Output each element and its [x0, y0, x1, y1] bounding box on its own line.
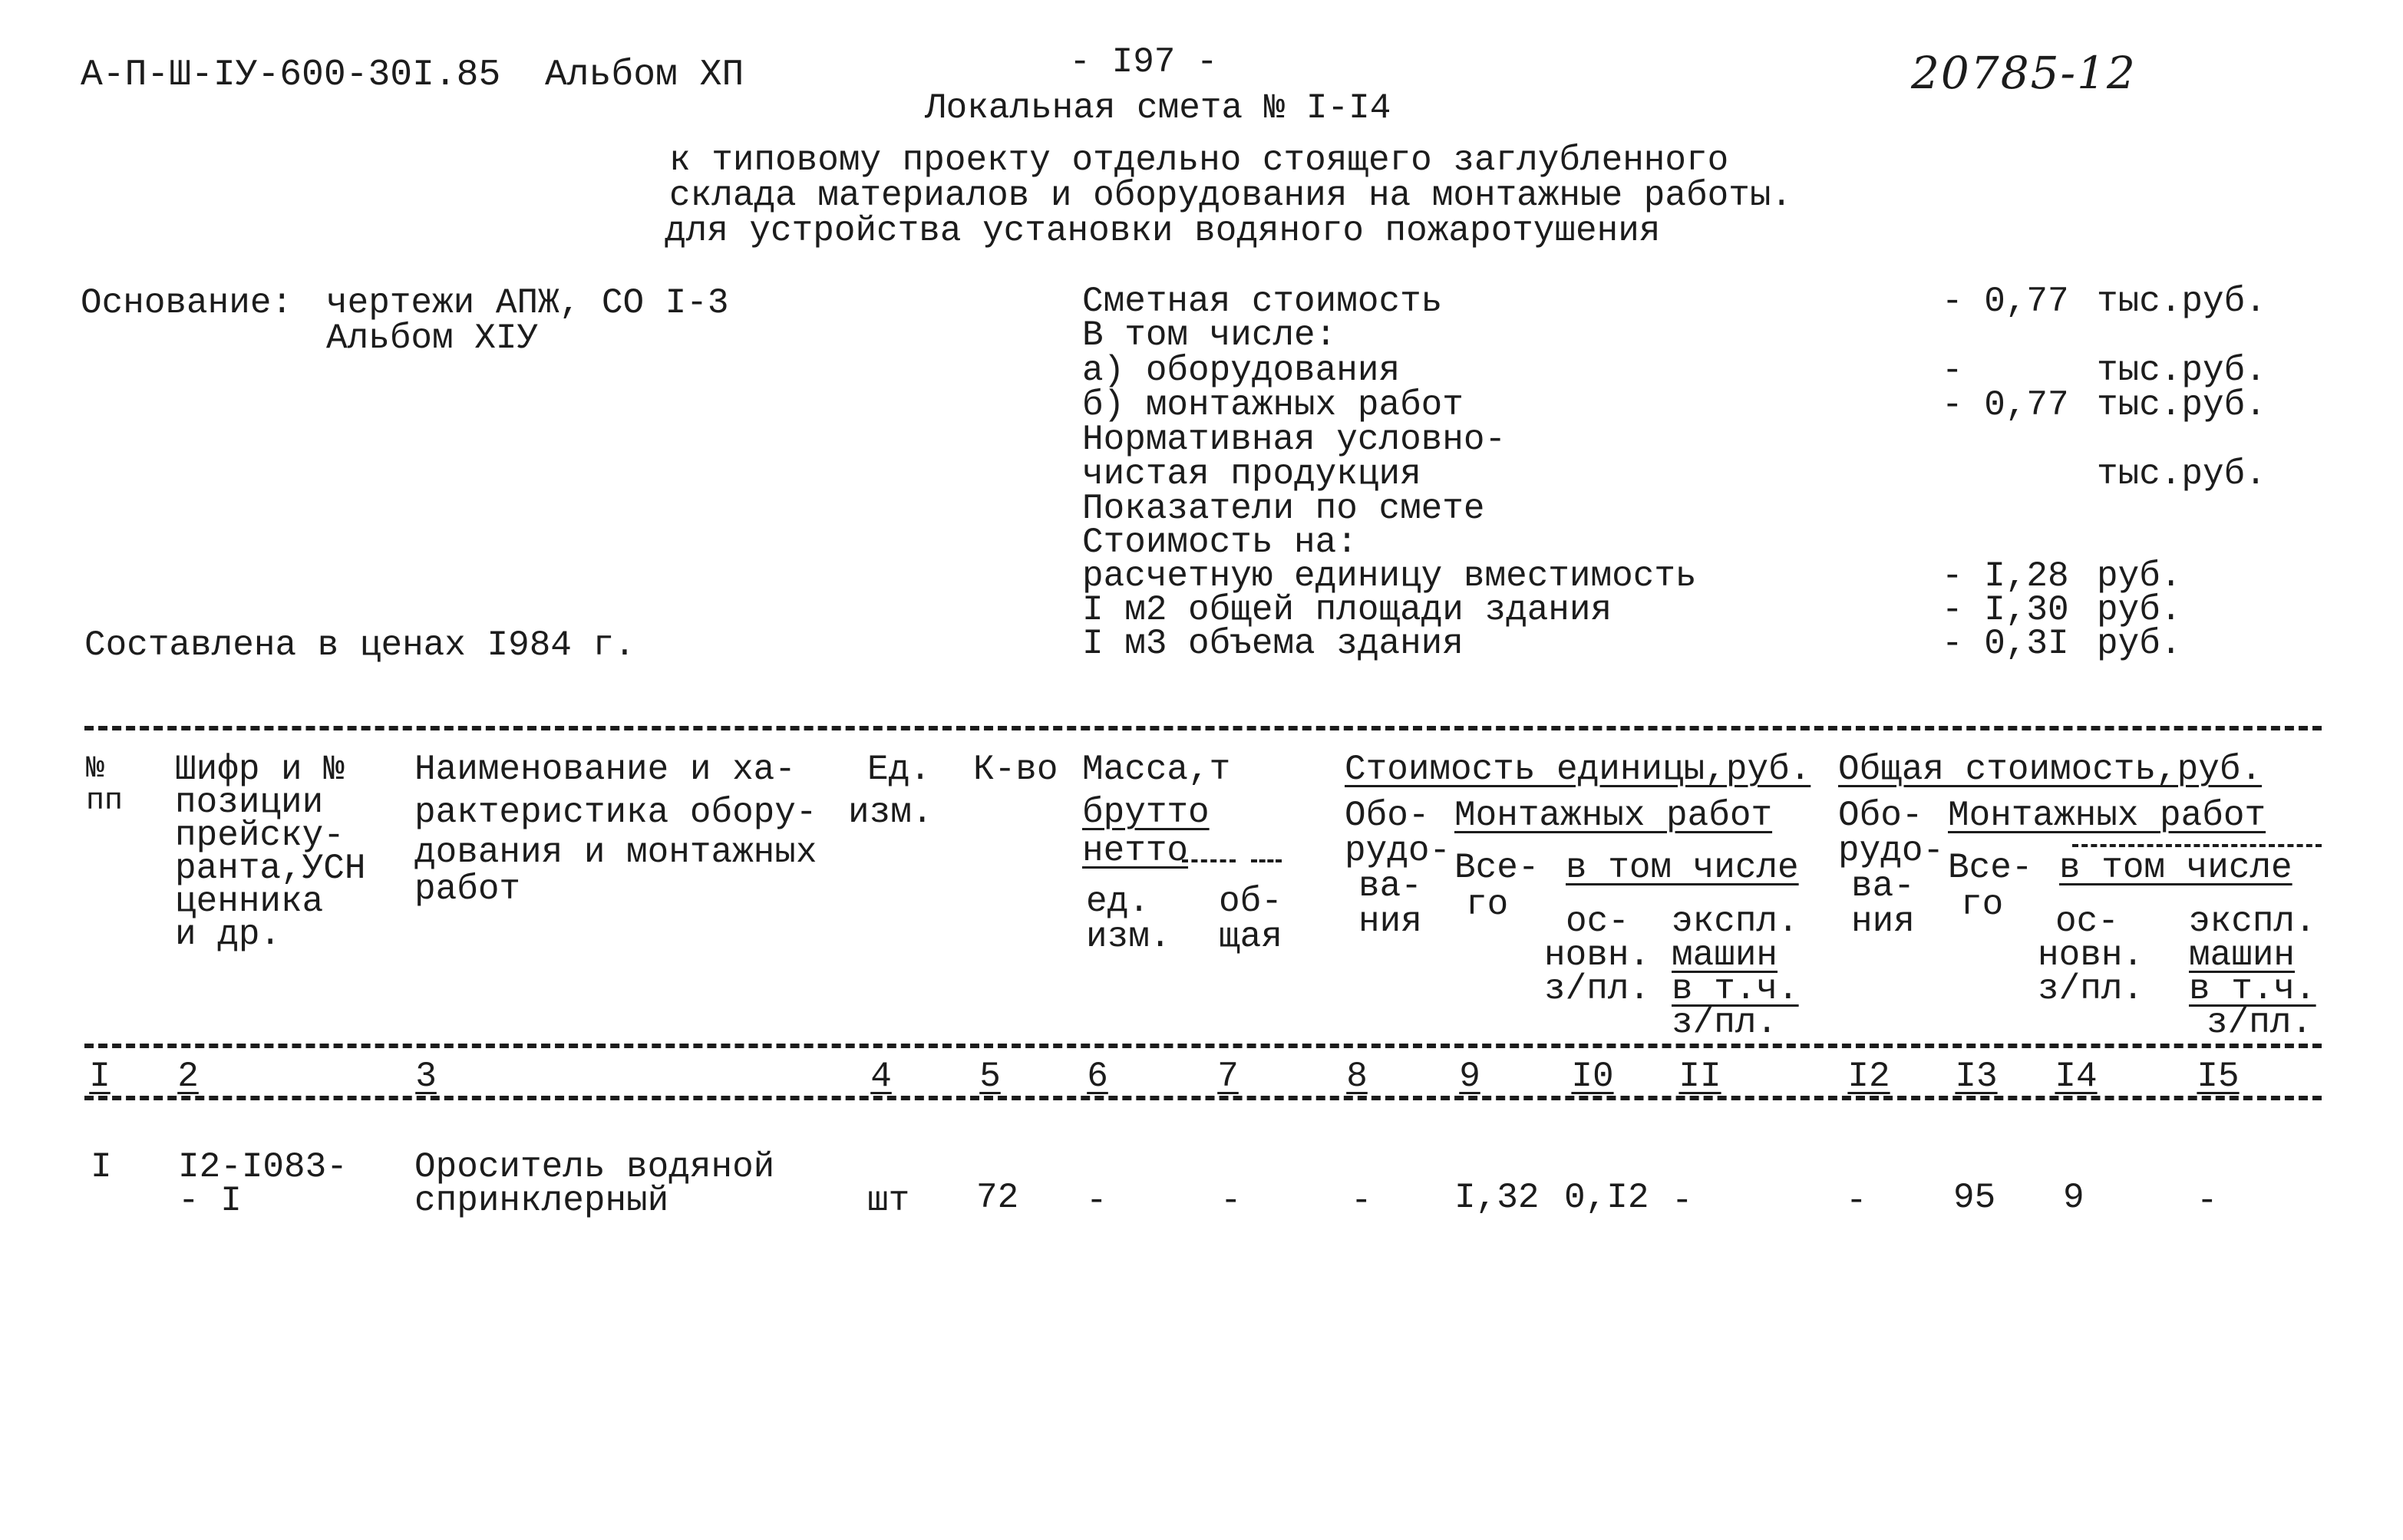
header-cipher: и др. [175, 915, 282, 955]
summary-unit: тыс.руб. [2097, 351, 2266, 391]
document-code: А-П-Ш-IУ-600-30I.85 [81, 54, 501, 96]
summary-value: - 0,77 [1942, 282, 2069, 322]
album-label: Альбом ХП [545, 54, 744, 96]
summary-value: - 0,3I [1942, 624, 2069, 664]
row-name: Ороситель водяной [414, 1147, 775, 1187]
row-basic: 0,I2 [1564, 1178, 1649, 1218]
header-machines: экспл. [2189, 902, 2316, 941]
header-mass-total: об- [1219, 882, 1282, 922]
column-number: 9 [1459, 1057, 1480, 1096]
row-total-machines: - [2197, 1181, 2218, 1221]
row-cipher: I2-I083- [178, 1147, 348, 1187]
header-unit: Ед. [867, 750, 931, 790]
header-cipher: прейску- [175, 816, 345, 856]
header-cipher: позиции [175, 783, 324, 823]
subtitle-line-1: к типовому проекту отдельно стоящего заглубленного [669, 140, 1729, 180]
summary-label: Показатели по смете [1082, 489, 1485, 529]
summary-label: I м3 объема здания [1082, 624, 1464, 664]
row-no: I [91, 1147, 112, 1187]
table-top-rule [84, 726, 2322, 730]
header-mass-unit: ед. [1086, 882, 1150, 922]
row-total-mount: 95 [1953, 1178, 1996, 1218]
header-cipher: ранта,УСН [175, 849, 366, 889]
row-mass-unit: - [1086, 1181, 1107, 1221]
row-unit: шт [867, 1181, 910, 1221]
column-number: I0 [1571, 1057, 1614, 1096]
column-number: II [1678, 1057, 1721, 1096]
header-name: дования и монтажных [414, 833, 817, 872]
header-name: работ [414, 869, 521, 909]
column-number: 3 [415, 1057, 437, 1096]
row-equipment: - [1351, 1181, 1372, 1221]
header-equipment: Обо- [1345, 796, 1430, 836]
subtitle-line-3: для устройства установки водяного пожаротушения [665, 211, 1661, 251]
header-incl: в том числе [1566, 848, 1799, 888]
header-machines: в т.ч. [2189, 969, 2316, 1009]
header-brutto: брутто [1082, 793, 1210, 833]
row-qty: 72 [976, 1178, 1019, 1218]
basis-album: Альбом XIУ [326, 318, 539, 358]
column-number: I5 [2197, 1057, 2240, 1096]
header-name: рактеристика обору- [414, 793, 817, 833]
header-equipment: ва- [1358, 866, 1422, 906]
header-mass-total: щая [1219, 917, 1282, 957]
summary-label: В том числе: [1082, 315, 1337, 355]
column-number: I2 [1847, 1057, 1890, 1096]
summary-unit: руб. [2097, 590, 2182, 630]
header-netto: нетто [1082, 831, 1189, 871]
row-cipher: - I [178, 1181, 242, 1221]
header-name: Наименование и ха- [414, 750, 796, 790]
summary-value: - I,30 [1942, 590, 2069, 630]
header-machines: машин [2189, 935, 2296, 975]
header-cipher: Шифр и № [175, 750, 345, 790]
header-machines: з/пл. [2207, 1003, 2313, 1043]
summary-label: Нормативная условно- [1082, 420, 1507, 460]
column-number: 6 [1087, 1057, 1108, 1096]
column-number: I4 [2055, 1057, 2098, 1096]
summary-value: - [1942, 351, 1963, 391]
column-number: I3 [1955, 1057, 1998, 1096]
basis-label: Основание: [81, 283, 293, 323]
subtitle-line-2: склада материалов и оборудования на монтажные работы. [669, 176, 1793, 216]
header-mass: Масса,т [1082, 750, 1231, 790]
header-total-cost: Общая стоимость,руб. [1838, 750, 2263, 790]
header-basic: ос- [1566, 902, 1629, 941]
header-rule [2072, 844, 2322, 847]
header-machines: з/пл. [1672, 1003, 1778, 1043]
header-machines: машин [1672, 935, 1778, 975]
summary-unit: тыс.руб. [2097, 385, 2266, 425]
summary-label: I м2 общей площади здания [1082, 590, 1612, 630]
summary-unit: тыс.руб. [2097, 454, 2266, 494]
summary-label: Стоимость на: [1082, 523, 1358, 562]
column-number: 5 [979, 1057, 1001, 1096]
summary-value: - I,28 [1942, 556, 2069, 596]
header-cipher: ценника [175, 882, 324, 922]
row-mount-total: I,32 [1454, 1178, 1540, 1218]
summary-unit: тыс.руб. [2097, 282, 2266, 322]
row-total-basic: 9 [2063, 1178, 2084, 1218]
row-mass-total: - [1220, 1181, 1242, 1221]
header-qty: К-во [973, 750, 1058, 790]
header-total: го [1961, 885, 2004, 925]
header-mounting: Монтажных работ [1948, 796, 2266, 836]
header-basic: новн. [2038, 935, 2144, 975]
header-equipment: рудо- [1838, 831, 1945, 871]
header-basic: з/пл. [2038, 969, 2144, 1009]
summary-label: чистая продукция [1082, 454, 1421, 494]
header-rule [1182, 859, 1236, 862]
header-equipment: ния [1851, 902, 1915, 941]
prices-note: Составлена в ценах I984 г. [84, 625, 635, 665]
document-number: 20785-12 [1911, 47, 2137, 99]
page-number: - I97 - [1069, 42, 1218, 82]
header-rule [1251, 859, 1282, 862]
header-total: Все- [1454, 848, 1540, 888]
header-equipment: ва- [1851, 866, 1915, 906]
column-number: 8 [1346, 1057, 1368, 1096]
row-name: спринклерный [414, 1181, 669, 1221]
row-total-equipment: - [1846, 1181, 1867, 1221]
summary-unit: руб. [2097, 556, 2182, 596]
header-mounting: Монтажных работ [1454, 796, 1773, 836]
header-equipment: рудо- [1345, 831, 1451, 871]
table-header-rule [84, 1044, 2322, 1048]
header-total: го [1466, 885, 1509, 925]
header-unit: изм. [848, 793, 933, 833]
header-basic: з/пл. [1544, 969, 1651, 1009]
header-machines: в т.ч. [1672, 969, 1799, 1009]
header-machines: экспл. [1672, 902, 1799, 941]
summary-label: Сметная стоимость [1082, 282, 1443, 322]
column-number: I [89, 1057, 111, 1096]
header-mass-unit: изм. [1086, 917, 1171, 957]
summary-value: - 0,77 [1942, 385, 2069, 425]
header-no: пп [86, 784, 124, 819]
header-unit-cost: Стоимость единицы,руб. [1345, 750, 1811, 790]
row-machines: - [1672, 1181, 1693, 1221]
summary-label: а) оборудования [1082, 351, 1401, 391]
header-incl: в том числе [2059, 848, 2292, 888]
basis-drawings: чертежи АПЖ, СО I-3 [326, 283, 729, 323]
estimate-title: Локальная смета № I-I4 [925, 88, 1391, 128]
header-basic: новн. [1544, 935, 1651, 975]
column-number: 4 [870, 1057, 892, 1096]
header-equipment: Обо- [1838, 796, 1923, 836]
header-no: № [86, 752, 105, 786]
column-number: 2 [177, 1057, 199, 1096]
summary-label: расчетную единицу вместимость [1082, 556, 1697, 596]
summary-label: б) монтажных работ [1082, 385, 1464, 425]
header-total: Все- [1948, 848, 2033, 888]
summary-unit: руб. [2097, 624, 2182, 664]
column-number: 7 [1217, 1057, 1239, 1096]
header-equipment: ния [1358, 902, 1422, 941]
header-basic: ос- [2055, 902, 2119, 941]
